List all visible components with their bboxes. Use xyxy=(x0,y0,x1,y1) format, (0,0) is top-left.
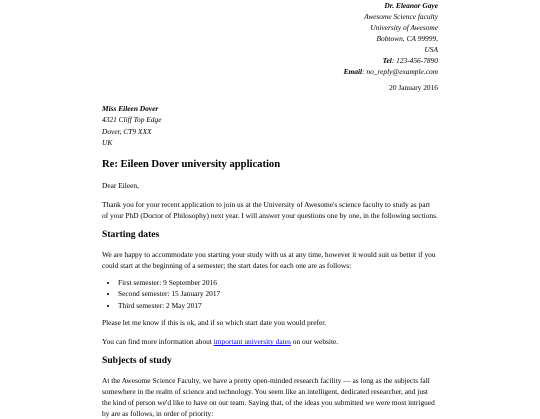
letter-date: 20 January 2016 xyxy=(389,83,438,92)
tel-label: Tel xyxy=(382,56,392,65)
recipient-address xyxy=(102,103,438,149)
recipient-line: 4321 Cliff Top Edge xyxy=(102,115,162,125)
letter-page xyxy=(102,0,438,419)
letter-subject: Re: Eileen Dover university application xyxy=(102,158,281,170)
sender-tel xyxy=(102,55,438,66)
intro-paragraph: Thank you for your recent application to join us at the University of Awesome's science faculty to study as part of your PhD (Doctor of Philosophy) next year. I will answer your questions one by one, in the following sections. xyxy=(102,199,438,220)
email-label: Email xyxy=(343,67,363,76)
recipient-name: Miss Eileen Dover xyxy=(102,104,159,113)
email-value: : no_reply@example.com xyxy=(362,67,438,76)
list-item: • Second semester: 15 January 2017 xyxy=(118,288,438,300)
sender-email xyxy=(102,66,438,77)
greeting: Dear Eileen, xyxy=(102,180,139,190)
sender-line: Bobtown, CA 99999, xyxy=(376,34,438,43)
list-item: • First semester: 9 September 2016 xyxy=(118,277,438,289)
subjects-paragraph: At the Awesome Science Faculty, we have a pretty open-minded research facility — as long as the subjects fall somewhere in the realm of science and technology. You seem like an intelligent, dedicated researcher, and just the kind of person we'd like to have on our team. Saying that, of the ideas you submitted we were most intrigued by are as follows, in order of priority: xyxy=(102,376,435,419)
recipient-line: UK xyxy=(102,138,113,148)
recipient-line: Dover, CT9 XXX xyxy=(102,126,152,136)
section-heading-subjects: Subjects of study xyxy=(102,355,172,367)
sender-line: USA xyxy=(424,45,438,54)
more-info-suffix: on our website. xyxy=(290,337,339,347)
important-dates-link[interactable]: important university dates xyxy=(213,337,291,347)
more-info-prefix: You can find more information about xyxy=(102,337,214,347)
sender-address xyxy=(102,0,438,77)
more-info-paragraph xyxy=(102,336,438,347)
list-item: • Third semester: 2 May 2017 xyxy=(118,300,438,312)
tel-value: : 123-456-7890 xyxy=(391,56,438,65)
followup-paragraph: Please let me know if this is ok, and if so which start date you would prefer. xyxy=(102,318,327,328)
sender-line: Awesome Science faculty xyxy=(364,12,438,21)
sender-name: Dr. Eleanor Gaye xyxy=(384,1,438,10)
section-heading-starting-dates: Starting dates xyxy=(102,228,160,240)
sender-line: University of Awesome xyxy=(370,23,438,32)
semester-list xyxy=(102,277,438,312)
starting-dates-paragraph: We are happy to accommodate you starting your study with us at any time, however it would suit us better if you could start at the beginning of a semester; the start dates for each one are as follows: xyxy=(102,249,436,270)
